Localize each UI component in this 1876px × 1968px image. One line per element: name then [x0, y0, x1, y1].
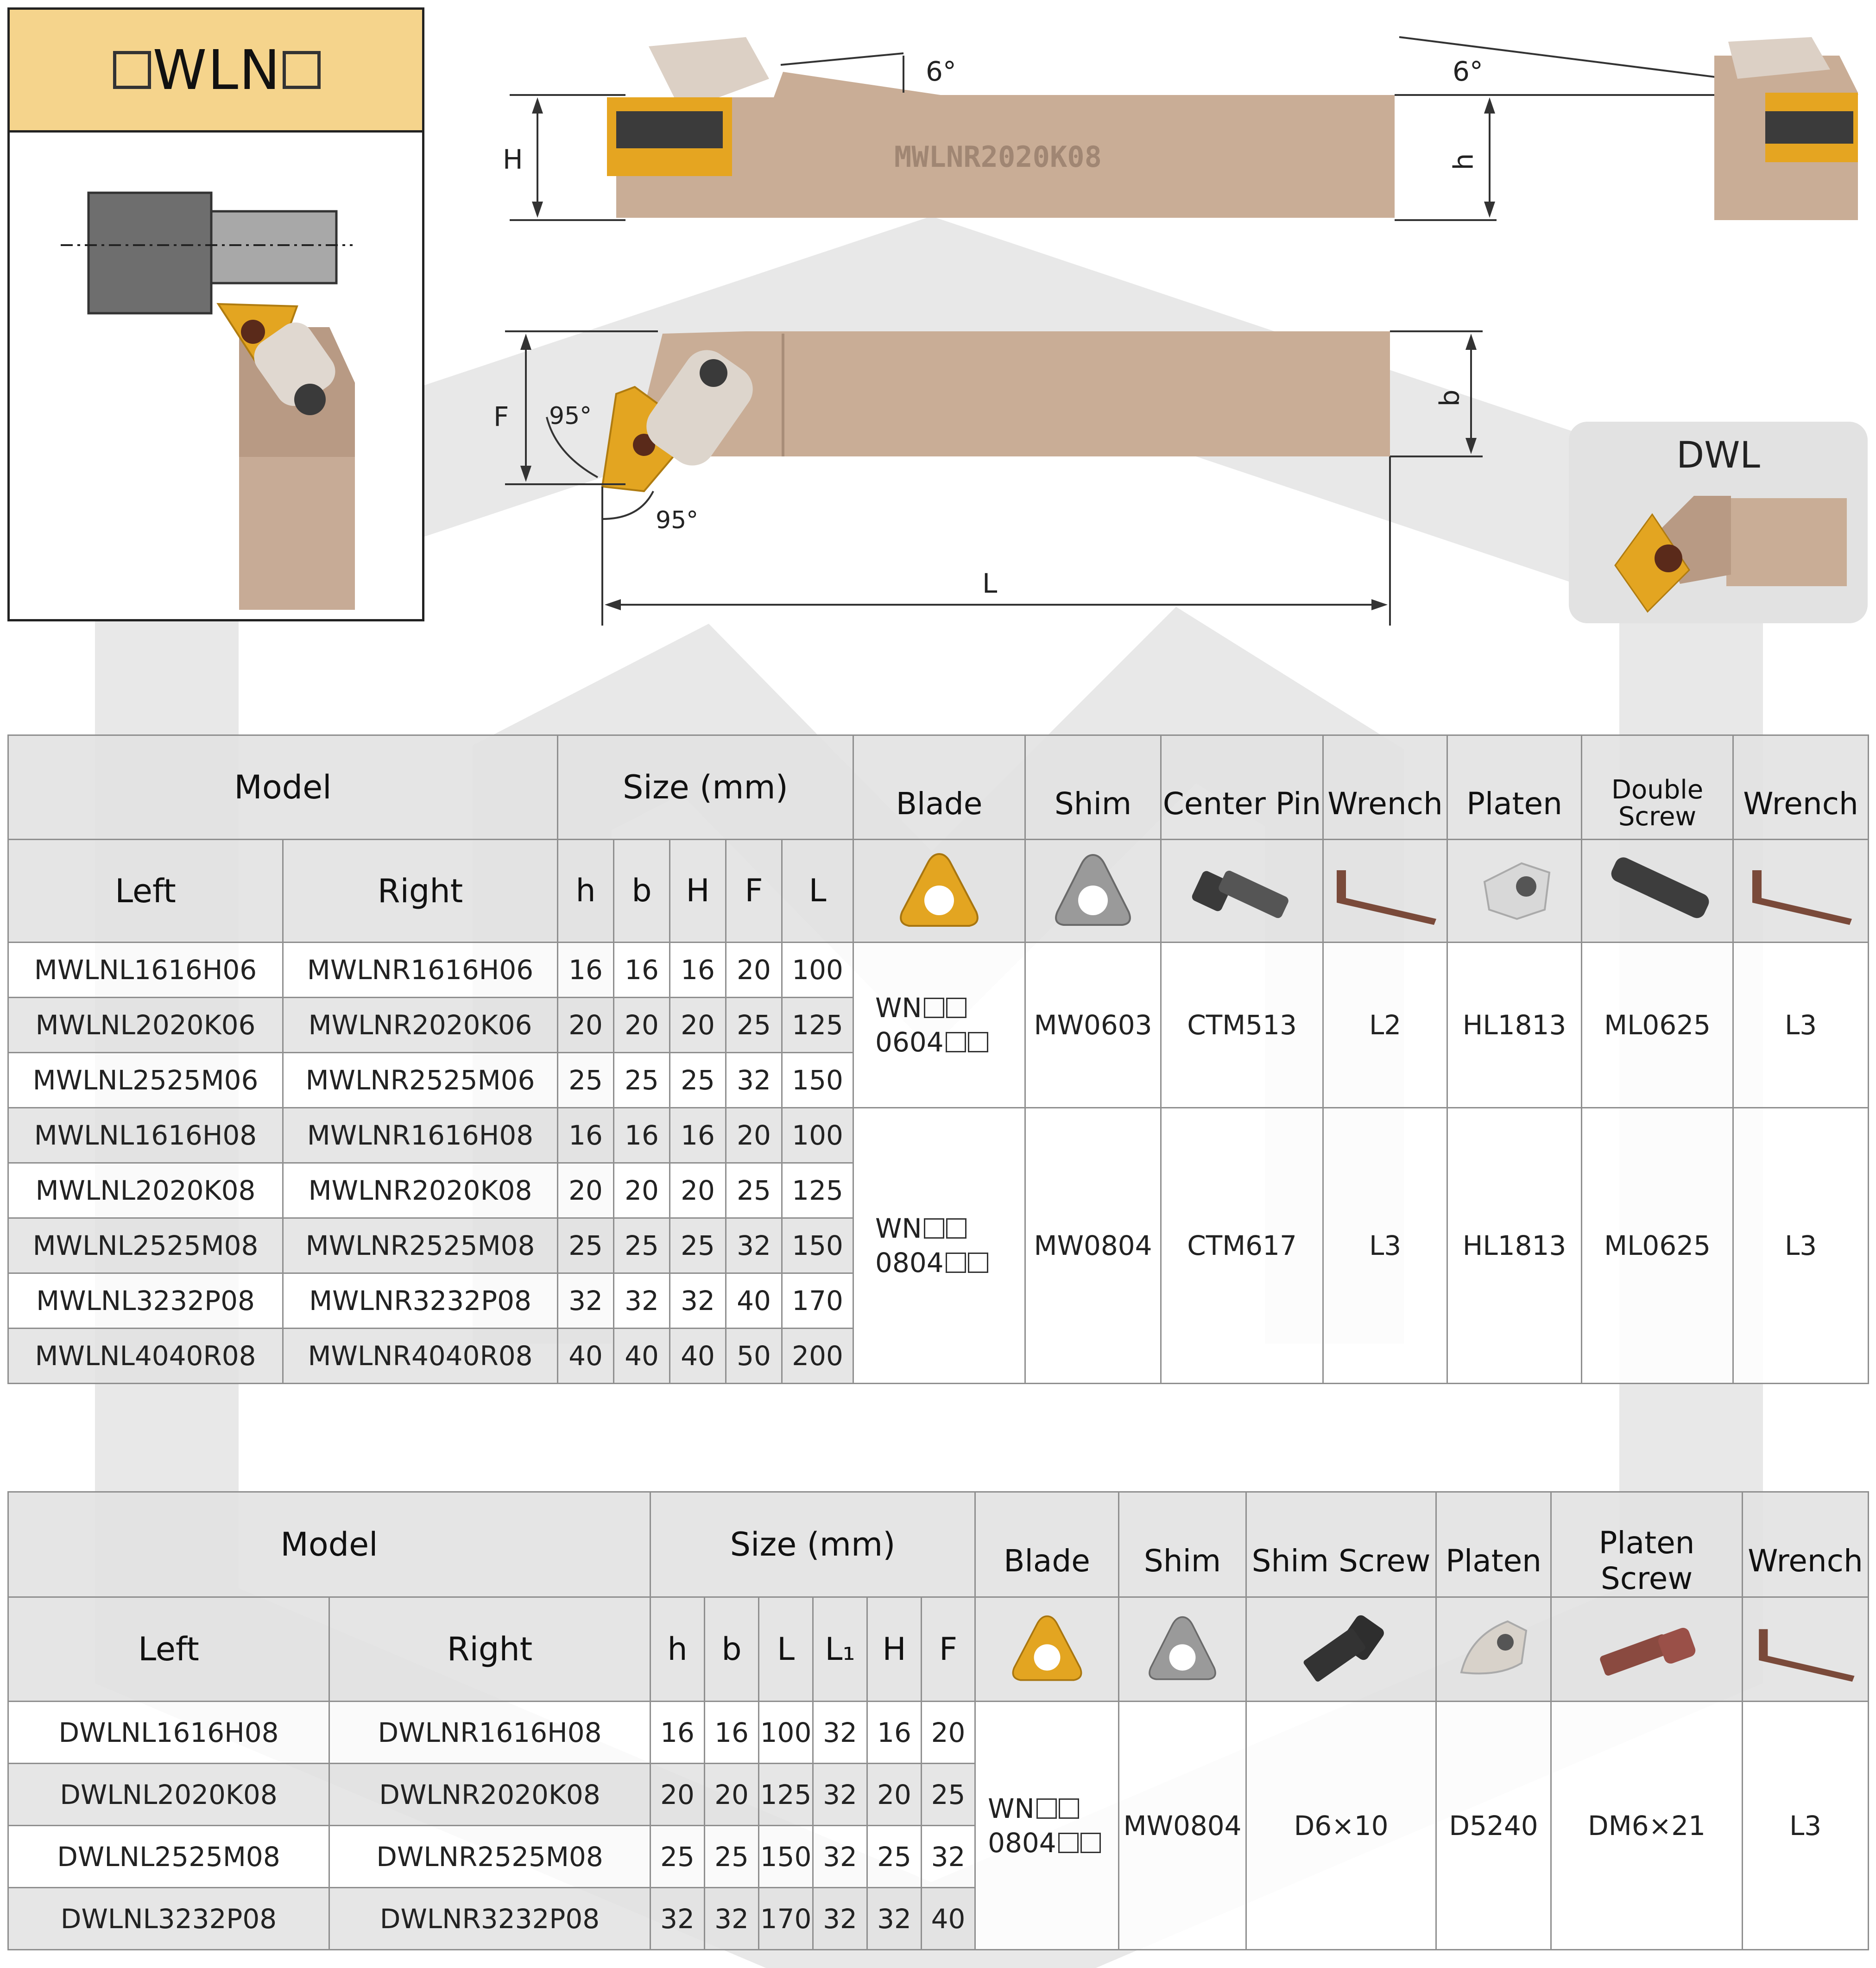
placeholder-square: [968, 1253, 988, 1273]
model-left: DWLNL2020K08: [8, 1764, 329, 1826]
platen-value: HL1813: [1447, 943, 1582, 1108]
header-L1: L₁: [813, 1597, 867, 1702]
size-b: 16: [614, 1108, 670, 1163]
header-double-screw-line1: Double: [1611, 775, 1704, 805]
model-left: MWLNL4040R08: [8, 1329, 283, 1384]
blade-size: 0604: [875, 1026, 944, 1058]
size-h: 16: [651, 1702, 705, 1764]
size-L: 125: [782, 1163, 853, 1218]
page-title: WLN: [152, 38, 281, 102]
header-platen-screw: Platen Screw: [1551, 1492, 1743, 1597]
header-h: h: [558, 840, 614, 943]
size-h: 16: [558, 943, 614, 998]
size-b: 20: [705, 1764, 759, 1826]
size-L: 100: [782, 1108, 853, 1163]
header-H: H: [867, 1597, 922, 1702]
size-F: 32: [922, 1826, 975, 1888]
size-H: 40: [670, 1329, 726, 1384]
header-right: Right: [283, 840, 558, 943]
blade-size: 0804: [875, 1247, 944, 1278]
header-L: L: [759, 1597, 813, 1702]
size-H: 16: [670, 1108, 726, 1163]
dwl-variant-panel: [1569, 422, 1868, 623]
size-b: 32: [705, 1888, 759, 1950]
size-b: 16: [705, 1702, 759, 1764]
size-b: 32: [614, 1273, 670, 1329]
table-row: [8, 1702, 1869, 1764]
center-pin-value: CTM513: [1161, 943, 1323, 1108]
placeholder-square: [1080, 1833, 1101, 1853]
size-L1: 32: [813, 1826, 867, 1888]
size-L: 170: [759, 1888, 813, 1950]
size-H: 25: [670, 1053, 726, 1108]
wrench-icon: [1323, 840, 1447, 943]
size-h: 20: [558, 998, 614, 1053]
blade-model: [853, 1108, 1025, 1384]
platen-screw-icon: [1551, 1597, 1743, 1702]
header-H: H: [670, 840, 726, 943]
shim-screw-icon: [1246, 1597, 1436, 1702]
model-right: MWLNR2020K06: [283, 998, 558, 1053]
placeholder-square: [946, 1032, 966, 1052]
spec-table-mwln: [7, 734, 1869, 1384]
dim-label-angle-95b: 95°: [656, 506, 699, 534]
insert-icon: [853, 840, 1025, 943]
size-h: 32: [651, 1888, 705, 1950]
header-h: h: [651, 1597, 705, 1702]
dim-label-L: L: [982, 568, 998, 599]
double-screw-value: ML0625: [1582, 1108, 1733, 1384]
blade-prefix: WN: [875, 1213, 922, 1244]
size-h: 25: [651, 1826, 705, 1888]
size-L: 125: [782, 998, 853, 1053]
header-model: Model: [8, 1492, 651, 1597]
size-L: 100: [759, 1702, 813, 1764]
header-L: L: [782, 840, 853, 943]
size-F: 40: [922, 1888, 975, 1950]
model-right: MWLNR2525M08: [283, 1218, 558, 1273]
size-F: 32: [726, 1218, 782, 1273]
header-F: F: [726, 840, 782, 943]
size-b: 25: [614, 1053, 670, 1108]
size-h: 32: [558, 1273, 614, 1329]
dim-label-F: F: [493, 401, 509, 432]
model-right: MWLNR2525M06: [283, 1053, 558, 1108]
placeholder-square: [924, 1218, 944, 1239]
size-L: 150: [782, 1053, 853, 1108]
size-L: 100: [782, 943, 853, 998]
dim-label-angle-left: 6°: [926, 56, 956, 87]
header-platen: Platen: [1436, 1492, 1551, 1597]
model-right: DWLNR2525M08: [329, 1826, 651, 1888]
spec-table-dwln: [7, 1491, 1869, 1950]
header-right: Right: [329, 1597, 651, 1702]
size-h: 16: [558, 1108, 614, 1163]
model-left: DWLNL2525M08: [8, 1826, 329, 1888]
shim-value: MW0804: [1025, 1108, 1161, 1384]
placeholder-square: [1058, 1833, 1079, 1853]
header-b: b: [705, 1597, 759, 1702]
placeholder-square: [946, 998, 966, 1018]
size-F: 40: [726, 1273, 782, 1329]
size-h: 25: [558, 1218, 614, 1273]
size-b: 20: [614, 1163, 670, 1218]
size-F: 32: [726, 1053, 782, 1108]
dim-label-angle-95a: 95°: [549, 402, 592, 430]
size-h: 25: [558, 1053, 614, 1108]
model-left: DWLNL1616H08: [8, 1702, 329, 1764]
blade-prefix: WN: [875, 992, 922, 1024]
header-size: Size (mm): [558, 735, 853, 840]
dim-label-b: b: [1434, 389, 1465, 407]
header-F: F: [922, 1597, 975, 1702]
platen-icon: [1447, 840, 1582, 943]
size-L: 150: [782, 1218, 853, 1273]
size-F: 25: [726, 998, 782, 1053]
dwl-tool-image: [1569, 422, 1868, 623]
size-F: 20: [726, 943, 782, 998]
header-wrench-2: Wrench: [1733, 735, 1869, 840]
size-h: 40: [558, 1329, 614, 1384]
placeholder-square: [946, 1218, 966, 1239]
size-H: 32: [867, 1888, 922, 1950]
blade-size: 0804: [988, 1827, 1056, 1859]
size-b: 25: [614, 1218, 670, 1273]
insert-icon: [975, 1597, 1119, 1702]
dim-label-H: H: [503, 144, 523, 175]
holder-engraving: MWLNR2020K08: [894, 140, 1102, 174]
model-left: MWLNL2525M06: [8, 1053, 283, 1108]
size-L1: 32: [813, 1888, 867, 1950]
size-H: 16: [867, 1702, 922, 1764]
size-H: 16: [670, 943, 726, 998]
header-wrench: Wrench: [1323, 735, 1447, 840]
size-L: 170: [782, 1273, 853, 1329]
size-H: 20: [670, 998, 726, 1053]
size-b: 20: [614, 998, 670, 1053]
header-double-screw: [1582, 735, 1733, 840]
size-L: 200: [782, 1329, 853, 1384]
wrench-icon: [1743, 1597, 1869, 1702]
model-right: MWLNR1616H06: [283, 943, 558, 998]
size-H: 25: [867, 1826, 922, 1888]
double-screw-value: ML0625: [1582, 943, 1733, 1108]
model-left: MWLNL2020K06: [8, 998, 283, 1053]
model-left: MWLNL2020K08: [8, 1163, 283, 1218]
dwl-label: DWL: [1676, 435, 1760, 476]
header-wrench: Wrench: [1743, 1492, 1869, 1597]
model-right: MWLNR2020K08: [283, 1163, 558, 1218]
size-b: 16: [614, 943, 670, 998]
placeholder-square: [1036, 1798, 1057, 1819]
size-b: 40: [614, 1329, 670, 1384]
table-row: [8, 943, 1869, 998]
model-right: DWLNR3232P08: [329, 1888, 651, 1950]
center-pin-icon: [1161, 840, 1323, 943]
header-b: b: [614, 840, 670, 943]
size-F: 25: [922, 1764, 975, 1826]
blade-prefix: WN: [988, 1792, 1035, 1824]
size-F: 25: [726, 1163, 782, 1218]
platen-value: HL1813: [1447, 1108, 1582, 1384]
shim-screw-value: D6×10: [1246, 1702, 1436, 1950]
header-model: Model: [8, 735, 558, 840]
model-left: MWLNL2525M08: [8, 1218, 283, 1273]
shim-value: MW0804: [1119, 1702, 1246, 1950]
shim-value: MW0603: [1025, 943, 1161, 1108]
wrench1-value: L3: [1323, 1108, 1447, 1384]
placeholder-square: [283, 51, 321, 89]
model-left: DWLNL3232P08: [8, 1888, 329, 1950]
header-size: Size (mm): [651, 1492, 975, 1597]
platen-value: D5240: [1436, 1702, 1551, 1950]
size-h: 20: [651, 1764, 705, 1826]
dim-label-h: h: [1447, 153, 1479, 171]
size-H: 20: [670, 1163, 726, 1218]
header-blade: Blade: [853, 735, 1025, 840]
wrench2-value: L3: [1733, 943, 1869, 1108]
size-h: 20: [558, 1163, 614, 1218]
shim-icon: [1119, 1597, 1246, 1702]
title-box: [7, 7, 424, 621]
size-L1: 32: [813, 1764, 867, 1826]
header-platen: Platen: [1447, 735, 1582, 840]
model-left: MWLNL3232P08: [8, 1273, 283, 1329]
header-shim: Shim: [1119, 1492, 1246, 1597]
blade-model: [853, 943, 1025, 1108]
size-H: 20: [867, 1764, 922, 1826]
blade-model: [975, 1702, 1119, 1950]
platen-icon: [1436, 1597, 1551, 1702]
size-H: 25: [670, 1218, 726, 1273]
model-left: MWLNL1616H08: [8, 1108, 283, 1163]
header-shim-screw: Shim Screw: [1246, 1492, 1436, 1597]
double-screw-icon: [1582, 840, 1733, 943]
header-left: Left: [8, 840, 283, 943]
model-right: MWLNR1616H08: [283, 1108, 558, 1163]
model-right: DWLNR2020K08: [329, 1764, 651, 1826]
table-row: [8, 1108, 1869, 1163]
model-left: MWLNL1616H06: [8, 943, 283, 998]
header-left: Left: [8, 1597, 329, 1702]
wrench-icon: [1733, 840, 1869, 943]
placeholder-square: [946, 1253, 966, 1273]
wrench-value: L3: [1743, 1702, 1869, 1950]
wrench1-value: L2: [1323, 943, 1447, 1108]
placeholder-square: [968, 1032, 988, 1052]
size-b: 25: [705, 1826, 759, 1888]
header-center-pin: Center Pin: [1161, 735, 1323, 840]
size-F: 50: [726, 1329, 782, 1384]
model-right: DWLNR1616H08: [329, 1702, 651, 1764]
placeholder-square: [1059, 1798, 1079, 1819]
dim-label-angle-right: 6°: [1453, 56, 1483, 87]
title-band: [10, 10, 422, 133]
tool-schematic-image: [10, 133, 422, 621]
size-L: 125: [759, 1764, 813, 1826]
header-blade: Blade: [975, 1492, 1119, 1597]
size-L1: 32: [813, 1702, 867, 1764]
size-H: 32: [670, 1273, 726, 1329]
placeholder-square: [924, 998, 944, 1018]
header-shim: Shim: [1025, 735, 1161, 840]
shim-icon: [1025, 840, 1161, 943]
wrench2-value: L3: [1733, 1108, 1869, 1384]
size-F: 20: [726, 1108, 782, 1163]
model-right: MWLNR3232P08: [283, 1273, 558, 1329]
header-double-screw-line2: Screw: [1618, 802, 1697, 832]
placeholder-square: [113, 51, 151, 89]
center-pin-value: CTM617: [1161, 1108, 1323, 1384]
size-F: 20: [922, 1702, 975, 1764]
size-L: 150: [759, 1826, 813, 1888]
platen-screw-value: DM6×21: [1551, 1702, 1743, 1950]
model-right: MWLNR4040R08: [283, 1329, 558, 1384]
